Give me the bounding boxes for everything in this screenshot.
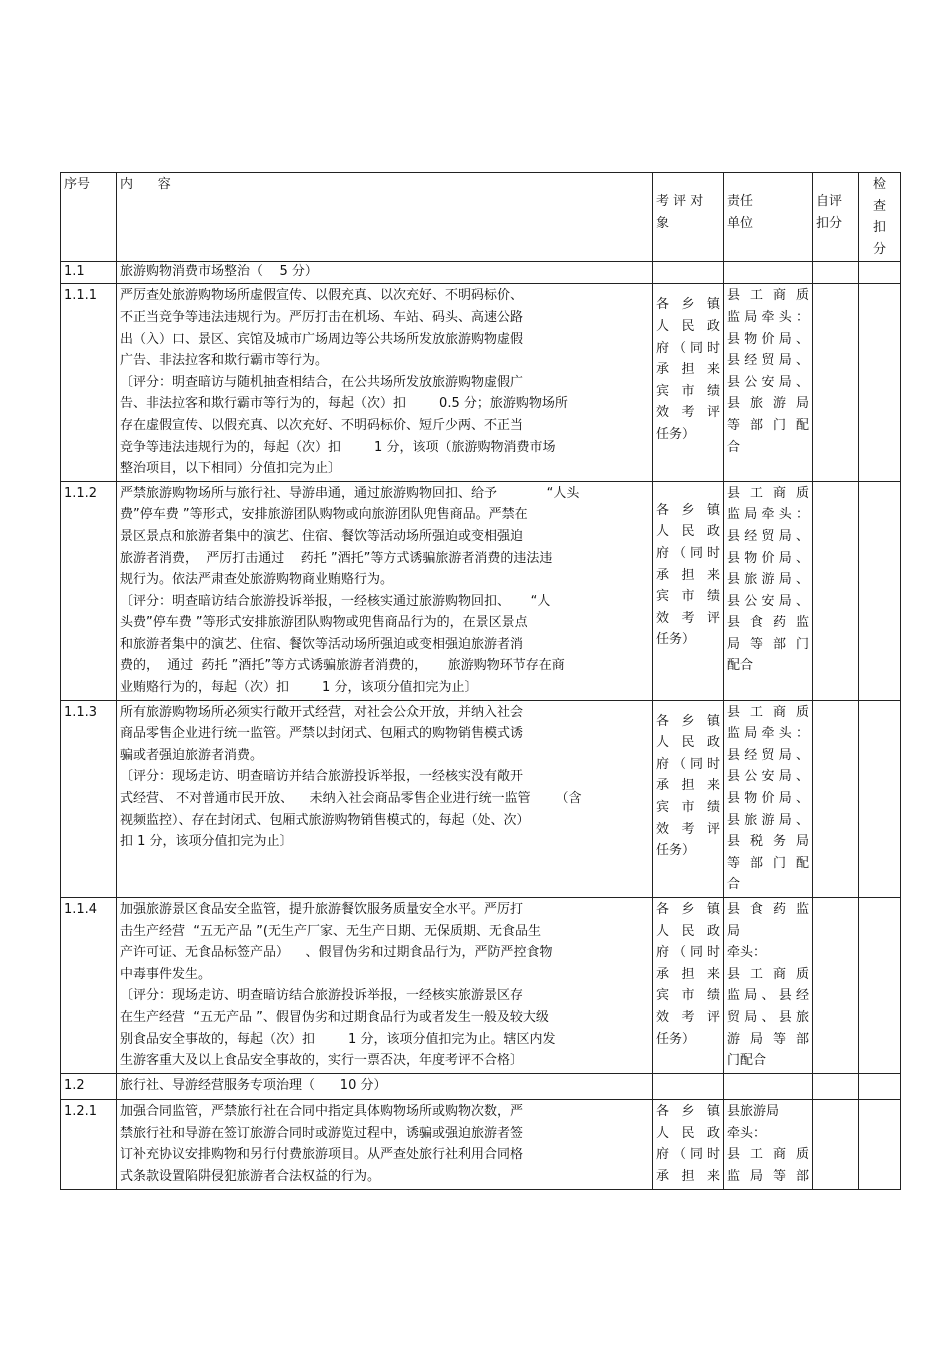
header-content: 内 容 — [117, 173, 653, 262]
item-check-deduct[interactable] — [859, 1100, 901, 1190]
item-unit: 县 食 药 监 局 牵头： 县 工 商 质 监局、县经 贸局、县旅 游 局 等 部 门配合 — [724, 898, 813, 1074]
item-self-deduct[interactable] — [813, 1100, 859, 1190]
item-content: 严厉查处旅游购物场所虚假宣传、以假充真、以次充好、不明码标价、 不正当竞争等违法违规行为。严厉打击在机场、车站、码头、高速公路 出（入）口、景区、宾馆及城市广场周边等公共场所发放旅游购物虚假 广告、非法拉客和欺行霸市等行为。 〔评分：明查暗访与随机抽查相结合，在公共场所发放旅游购物虚假广 告、非法拉客和欺行霸市等行为的，每起（次）扣 0.5 分；旅游购物场所 存在虚假宣传、以假充真、以次充好、不明码标价、短斤少两、不正当 竞争等违法违规行为的，每起（次）扣 1 分，该项（旅游购物消费市场 整治项目，以下相同）分值扣完为止〕 — [117, 284, 653, 481]
item-self-deduct[interactable] — [813, 700, 859, 897]
section-row — [61, 1074, 901, 1100]
item-content: 所有旅游购物场所必须实行敞开式经营，对社会公众开放，并纳入社会 商品零售企业进行统一监管。严禁以封闭式、包厢式的购物销售模式诱 骗或者强迫旅游者消费。 〔评分：现场走访、明查暗访并结合旅游投诉举报，一经核实没有敞开 式经营、 不对普通市民开放、 未纳入社会商品零售企业进行统一监管 （含 视频监控）、存在封闭式、包厢式旅游购物销售模式的，每起（处、次） 扣 1 分，该项分值扣完为止〕 — [117, 700, 653, 897]
item-content: 严禁旅游购物场所与旅行社、导游串通，通过旅游购物回扣、给予 “人头 费”停车费 ”等形式，安排旅游团队购物或向旅游团队兜售商品。严禁在 景区景点和旅游者集中的演艺、住宿、餐饮等活动场所强迫或变相强迫 旅游者消费， 严厉打击通过 药托 ”酒托”等方式诱骗旅游者消费的违法违 规行为。依法严肃查处旅游购物商业贿赂行为。 〔评分：明查暗访结合旅游投诉举报，一经核实通过旅游购物回扣、 “人 头费”停车费 ”等形式安排旅游团队购物或兜售商品行为的，在景区景点 和旅游者集中的演艺、住宿、餐饮等活动场所强迫或变相强迫旅游者消 费的， 通过 药托 ”酒托”等方式诱骗旅游者消费的， 旅游购物环节存在商 业贿赂行为的，每起（次）扣 1 分，该项分值扣完为止〕 — [117, 481, 653, 700]
table-row — [61, 1100, 901, 1190]
assessment-table — [60, 172, 901, 1190]
item-target: 各 乡 镇 人 民 政 府（同时 承 担 来 — [653, 1100, 724, 1190]
item-num: 1.1.1 — [61, 284, 117, 481]
table-row — [61, 898, 901, 1074]
header-unit: 责任 单位 — [724, 173, 813, 262]
header-target: 考 评 对 象 — [653, 173, 724, 262]
item-content: 加强合同监管，严禁旅行社在合同中指定具体购物场所或购物次数，严 禁旅行社和导游在签订旅游合同时或游览过程中，诱骗或强迫旅游者签 订补充协议安排购物和另行付费旅游项目。从严查处旅行社利用合同格 式条款设置陷阱侵犯旅游者合法权益的行为。 — [117, 1100, 653, 1190]
item-self-deduct[interactable] — [813, 898, 859, 1074]
item-check-deduct[interactable] — [859, 284, 901, 481]
table-row — [61, 481, 901, 700]
header-self-deduct: 自评 扣分 — [813, 173, 859, 262]
table-row — [61, 700, 901, 897]
header-num: 序号 — [61, 173, 117, 262]
item-num: 1.1.4 — [61, 898, 117, 1074]
item-content: 加强旅游景区食品安全监管，提升旅游餐饮服务质量安全水平。严厉打 击生产经营 “五无产品 ”(无生产厂家、无生产日期、无保质期、无食品生 产许可证、无食品标签产品） 、假冒伪劣和过期食品行为，严防严控食物 中毒事件发生。 〔评分：现场走访、明查暗访结合旅游投诉举报，一经核实旅游景区存 在生产经营 “五无产品 ”、假冒伪劣和过期食品行为或者发生一般及较大级 别食品安全事故的，每起（次）扣 1 分，该项分值扣完为止。辖区内发 生游客重大及以上食品安全事故的，实行一票否决，年度考评不合格〕 — [117, 898, 653, 1074]
item-num: 1.2.1 — [61, 1100, 117, 1190]
table-row — [61, 284, 901, 481]
item-unit: 县 工 商 质 监局牵头： 县物价局、 县经贸局、 县公安局、 县 旅 游 局 等 部 门 配 合 — [724, 284, 813, 481]
section-num: 1.2 — [61, 1074, 117, 1100]
header-row — [61, 173, 901, 262]
section-row — [61, 262, 901, 284]
section-title: 旅行社、导游经营服务专项治理（ 10 分） — [117, 1074, 653, 1100]
item-target: 各 乡 镇 人 民 政 府（同时 承 担 来 宾 市 绩 效 考 评 任务） — [653, 700, 724, 897]
section-target-cell — [653, 1074, 724, 1100]
item-target: 各 乡 镇 人 民 政 府（同时 承 担 来 宾 市 绩 效 考 评 任务） — [653, 284, 724, 481]
section-self-cell — [813, 1074, 859, 1100]
item-self-deduct[interactable] — [813, 284, 859, 481]
item-check-deduct[interactable] — [859, 898, 901, 1074]
item-self-deduct[interactable] — [813, 481, 859, 700]
item-check-deduct[interactable] — [859, 481, 901, 700]
item-num: 1.1.2 — [61, 481, 117, 700]
item-unit: 县旅游局 牵头： 县 工 商 质 监 局 等 部 — [724, 1100, 813, 1190]
item-target: 各 乡 镇 人 民 政 府（同时 承 担 来 宾 市 绩 效 考 评 任务） — [653, 898, 724, 1074]
item-target: 各 乡 镇 人 民 政 府（同时 承 担 来 宾 市 绩 效 考 评 任务） — [653, 481, 724, 700]
item-unit: 县 工 商 质 监局牵头： 县经贸局、 县物价局、 县旅游局、 县公安局、 县 食 药 监 局 等 部 门 配合 — [724, 481, 813, 700]
section-unit-cell — [724, 262, 813, 284]
section-num: 1.1 — [61, 262, 117, 284]
section-target-cell — [653, 262, 724, 284]
section-check-cell — [859, 1074, 901, 1100]
item-check-deduct[interactable] — [859, 700, 901, 897]
section-title: 旅游购物消费市场整治（ 5 分） — [117, 262, 653, 284]
header-check-deduct: 检 查 扣 分 — [859, 173, 901, 262]
item-unit: 县 工 商 质 监局牵头： 县经贸局、 县公安局、 县物价局、 县旅游局、 县 税 务 局 等 部 门 配 合 — [724, 700, 813, 897]
item-num: 1.1.3 — [61, 700, 117, 897]
section-unit-cell — [724, 1074, 813, 1100]
section-check-cell — [859, 262, 901, 284]
section-self-cell — [813, 262, 859, 284]
